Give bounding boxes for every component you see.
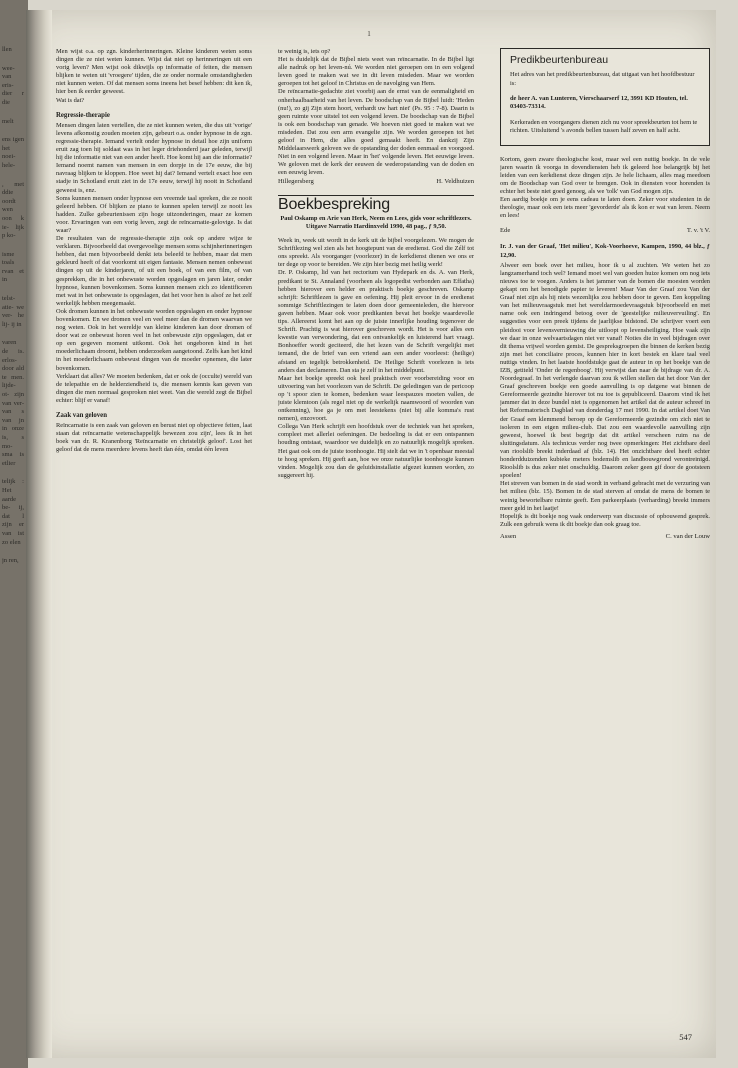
closing-author: C. van der Louw [665, 532, 710, 540]
sliver-line: ens igen het noei- hele- [2, 136, 24, 169]
binding-gutter [26, 10, 52, 1058]
column-one [56, 48, 252, 1010]
paragraph: Hopelijk is dit boekje nog vaak onderwerp van discussie of opbouwend gesprek. Zulk een gebruik wens ik dit boekje dan ook graag toe. [500, 512, 710, 528]
sliver-line: varen de is. erlos- door ald te men. lijde- ot- zijn van ver- van s van jn in onze is, s mo- sma is etlier [2, 339, 24, 467]
sliver-line: jn ren, [2, 557, 19, 565]
byline-place: Hillegersberg [278, 177, 314, 185]
paragraph: Collega Van Herk schrijft een hoofdstuk over de techniek van het spreken, compleet met allerlei oefeningen. De bedoeling is dat er een ontspannen houding ontstaat, waardoor we duidelijk en zo natuurlijk mogelijk spreken. Het gaat ook om de juiste toonhoogte. Hij stelt dat we in 't openbaar meestal te hoog spreken. Hij geeft aan, hoe we onze natuurlijke toonhoogte kunnen vinden. Mogelijk zou dan de geluidsinstallatie afgezet kunnen worden, zo suggereert hij. [278, 423, 474, 479]
paragraph: Maar het boekje spreekt ook heel praktisch over voorbereiding voor en uitvoering van het voorlezen van de Schrift. De geledingen van de pericoop op 't spoor zien te komen, bedenken waar leespauzes moeten vallen, de juiste klemtoon (als regel niet op de werkelijk naamwoord of woorden van ontkenning), hoe ga je om met leestekens (niet bij alle komma's rust nemen), enzovoort. [278, 374, 474, 423]
paragraph: Reïncarnatie is een zaak van geloven en berust niet op objectieve feiten, laat staan dat reïncarnatie wetenschappelijk bewezen zou zijn', lees ik in het boek van dr. R. Kranenborg 'Reïncarnatie en christelijk geloof'. Lost het geloof dat de mens meerdere levens heeft dan één, omdat één leven [56, 422, 252, 454]
sliver-line: telijk : Het aarde be- ij, dat l zijn er van ist zo elen [2, 478, 24, 546]
advert-intro: Het adres van het predikbeurtenbureau, dat uitgaat van het hoofdbestuur is: [510, 71, 695, 87]
column-three [500, 48, 710, 1010]
sliver-line: wee- van eris- dier r die [2, 64, 24, 106]
paragraph: Soms kunnen mensen onder hypnose een vreemde taal spreken, die ze nooit geleerd hebben. Of blijken ze piano te kunnen spelen terwijl ze nooit les hadden. Zulke gebeurtenissen zijn hoge uitzonderingen, maar ze komen voor. Ervaringen van een vorig leven, zegt de reïncarnatie-gelovige. Is dat waar? [56, 194, 252, 234]
sliver-line: llen [2, 46, 12, 53]
book-reference-second: Ir. J. van der Graaf, 'Het milieu', Kok-Voorhoeve, Kampen, 1990, 44 blz., ƒ 12,90. [500, 243, 710, 259]
paragraph: Het streven van bomen in de stad wordt in verband gebracht met de verzuring van het milieu (blz. 15). Bomen in de stad sterven af omdat de mens de bomen te weinig bewortelbare ruimte geeft. Een parkeerplaats (verharding) breekt immers meer geld in het laatje! [500, 480, 710, 512]
sliver-line: melt [2, 117, 14, 125]
advert-title: Predikbeurtenbureau [510, 54, 609, 66]
paragraph: Kortom, geen zware theologische kost, maar wel een nuttig boekje. In de vele jaren waarin ik voorga in dovendiensten heb ik geleerd hoe belangrijk bij het leiden van een kerkdienst deze dingen zijn. Je hele lichaam, alles mag meedoen om de Boodschap van God over te brengen. Ook in diensten voor horenden is echter het beste niet goed genoeg, als we 'tolk' van God mogen zijn. [500, 155, 710, 195]
paragraph: Mensen dingen laten vertellen, die ze niet kunnen weten, die dus uit 'vorige' levens afkomstig zouden moeten zijn, gebeurt o.a. onder hypnose in de zgn. regressie-therapie. Iemand vertelt onder hypnose in detail hoe zijn uniform eruit zag toen hij soldaat was in het leger driehonderd jaar geleden, terwijl hij die informatie niet van een ander heeft. Hoe komt hij aan die informatie? Iemand noemt namen van mensen in een dorpje in de 17e eeuw, die bij navraag blijken te kloppen. Hoe weet hij dat? Iemand vertelt exact hoe een stadje in Schotland eruit ziet in de 17e eeuw, terwijl hij nooit in Schotland geweest is, enz. [56, 121, 252, 194]
advert-predikbeurtenbureau [500, 48, 710, 146]
section-title-boekbespreking: Boekbespreking [278, 195, 390, 213]
paragraph: Men wijst o.a. op zgn. kinderherinneringen. Kleine kinderen weten soms dingen die ze niet weten kunnen. Wijst dat niet op herinneringen uit een vorig leven? Men wijst ook dikwijls op informatie of feiten, die mensen blijken te weten uit 'vroegere' tijden, die ze onder normale omstandigheden niet kunnen weten. Of dat mensen soms ineens het besef hebben: dit ken ik, hier ben ik eerder geweest. [56, 48, 252, 96]
sliver-line: isme toals rvan et in [2, 250, 24, 284]
article-byline [278, 178, 474, 186]
paragraph: Verklaart dat alles? We moeten bedenken, dat er ook de (occulte) wereld van de telepathie en de helderziendheid is, die mensen kennis kan geven van dingen die men normaal gesproken niet weet. Van die wereld zegt de Bijbel echter: blijf er vanaf! [56, 372, 252, 404]
sliver-line: telst- atie- we ver- he lij- ij in [2, 295, 24, 328]
folio-top: 1 [367, 30, 371, 38]
byline-author: H. Veldhuizen [436, 177, 474, 185]
signature-initials: T. v. 't V. [686, 227, 710, 235]
closing-place: Assen [500, 532, 517, 540]
column-two [278, 48, 474, 1010]
paragraph: te weinig is, iets op? [278, 48, 331, 55]
paragraph: Week in, week uit wordt in de kerk uit de bijbel voorgelezen. We mogen de Schriftlezing wel zien als het hoogtepunt van de eredienst. God die Zélf tot ons spreekt. Als voorganger (voorlezer) in de kerkdienst dienen we ons er ter dege op voor te bereiden. We zijn hier bezig met heilig werk! [278, 237, 474, 269]
text-columns [56, 48, 710, 1020]
paragraph: Alweer een boek over het milieu, hoor ik u al zuchten. We weten het zo langzamerhand toch wel? Iemand moet wel van goeden huize komen om nog iets nieuws toe te voegen. Anders is het jammer van de bomen die moesten worden gekapt om het benodigde papier te leveren! Maar Van der Graaf zou Van der Graaf niet zijn als hij niets wezenlijks zou hebben door te geven. Een koppeling van het milieuvraagstuk met het wereldarmoedevraagstuk bijvoorbeeld en met name ook een indringend betoog over de 'geestelijke milieuvervuiling'. En suggesties voor een preek tijdens de jaarlijkse bidstond. De schrijver voert een pleidooi voor levensvernieuwing die uitloopt op levensheiliging. Hoe vaak zijn we daar in onze welvaartsdagen niet ver vanaf! Noties die in veel bijdragen over dit thema vrijwel worden gemist. De gespreksgroepen die binnen de kerken bezig zijn met het conciliaire proces, kunnen hier in kort bestek en klare taal veel nuttigs vinden. In het laatste hoofdstukje gaat de auteur in op het boekje van de IZB, getiteld 'Onder de regenboog'. Hij verwijst dan naar de bijdrage van dr. A. Noordegraaf. In het verlengde daarvan zou ik willen stellen dat het door Van der Graaf geschreven boekje een goede aanvulling is op datgene wat binnen de Gereformeerde gezindte hierover tot nu toe is gepubliceerd. Daarom vind ik het jammer dat in deze bundel niet is opgenomen het artikel dat de auteur schreef in het Reformatorisch Dagblad van donderdag 17 mei 1990. In dat artikel doet Van der Graaf een klemmend beroep op de Gereformeerde gezindte om zich niet te isoleren in een eigen milieu-club. Dat zou een waardevolle aanvulling zijn geweest, hoewel ik best begrijp dat dit artikel verscheen ruim na de sluitingsdatum. Als technicus verder nog twee opmerkingen: Het zichtbare deel van rioolslib breekt inderdaad af (blz. 14). Het onzichtbare deel heeft echter honderdduizenden kubieke meters bodemslib en landbouwgrond verontreinigd. Rioolslib is dus zeker niet onschuldig. Daarom zeker geen gif door de gootsteen spoelen! [500, 261, 710, 480]
paragraph: De reïncarnatie-gedachte ziet voorbij aan de ernst van de eenmaligheid en onherhaalbaarheid van het leven. De boodschap van de Bijbel luidt: 'Heden (nu!), zo gij Zijn stem hoort, verhardt uw hart niet' (Ps. 95 : 7-8). Daarin is geen ruimte voor uitstel tot een volgend leven. De boodschap van de Bijbel is ook een boodschap van genade. We hoeven niet goed te maken wat we misdeden. Dat zou een arm evangelie zijn. We worden geroepen tot het geloof in Hem, die alles goed gemaakt heeft. En dankzij Zijn Middelaarswerk geloven we de opstanding der doden eenmaal en voorgoed. Niet in een volgend leven. Maar in 'het' volgende leven. Het eeuwige leven. We geloven met de kerk der eeuwen de wederopstanding van de doden en een eeuwig leven. [278, 88, 474, 177]
paragraph: Wat is dat? [56, 96, 85, 104]
signature-place: Ede [500, 227, 511, 235]
neighbour-page-sliver [2, 46, 24, 986]
subheading-zaak-van-geloven: Zaak van geloven [56, 412, 107, 420]
book-reference: Paul Oskamp en Arie van Herk, Neem en Lees, gids voor schriftlezers. Uitgave Narratio Hardinxveld 1990, 48 pag., ƒ 9,50. [280, 214, 472, 230]
paragraph: Ook dromen kunnen in het onbewuste worden opgeslagen en onder hypnose bovenkomen. En we dromen veel en veel meer dan de dromen waarvan we nog weten. Ook in het wereldje van kleine kinderen kan door dromen of door wat ze onbewust horen veel in het onbewuste zijn opgeslagen, dat er op een gegeven moment uitkomt. Ook het ongeboren kind in het moederlichaam droomt, hebben onderzoeken aangetoond. Zelfs kan het kind in het moederlichaam onbewust dingen van de moeder opnemen, die later bovenkomen. [56, 307, 252, 372]
sliver-line: , met ddie oordt wen oon k ie- lijk p ko- [2, 180, 24, 240]
folio-bottom: 547 [679, 1032, 692, 1042]
review-closing-signature [500, 533, 710, 541]
paragraph: De resultaten van de regressie-therapie zijn ook op andere wijze te verklaren. Bijvoorbeeld dat overgevoelige mensen soms schijnherinneringen hebben, dat men bijvoorbeeld denkt iets beleefd te hebben, maar dat men gekleurd heeft of dat voorkomt uit eigen fantasie. Mensen nemen onbewust dingen op uit de kinderjaren, of uit een boek, of van een film, of van gesprekken, die in het onbewuste worden opgeslagen en jaren later, onder hypnose, kunnen bovenkomen. Soms kunnen mensen zich zo identificeren met wat in het onbewuste is opgeslagen, dat het voor hen is alsof ze het zelf werkelijk hebben meegemaakt. [56, 235, 252, 307]
advert-address: de heer A. van Lunteren, Vierschaarserf 12, 3991 KD Houten, tel. 03403-73314. [510, 94, 688, 111]
review-signature [500, 227, 710, 235]
advert-body: Kerkeraden en voorgangers dienen zich nu voor spreekbeurten tot hem te richten. Uitsluitend 's avonds bellen tussen half zeven en half acht. [510, 118, 698, 135]
paragraph: Een aardig boekje om je eens cadeau te laten doen. Zeker voor studenten in de theologie, maar ook een iets meer 'gevorderde' als ik kon er wat van leren. Neem en lees! [500, 196, 710, 220]
paragraph: Dr. P. Oskamp, lid van het rectorium van Hydepark en ds. A. van Herk, predikant te St. Annaland (voorheen als logopedist verbonden aan Effatha) hebben hierover een helder en praktisch boekje geschreven. Oskamp schrijft: Schriftlezen is gave en oefening. Hij pleit ervoor in de eredienst sommige Schriftlezingen te laten doen door gemeenteleden, die hiervoor gaven hebben. Maar ook voor predikanten bevat het boekje waardevolle tips. Allereerst komt het aan op de juiste innerlijke houding tegenover de Schrift. Prachtig is wat hierover geschreven wordt. Het is voor alles een kwestie van verwondering, dat een ontvankelijk en luisterend hart vraagt. Bonhoeffer wordt geciteerd, die het lezen van de Schrift vergelijkt met iemand, die de brief van een vriend aan een ander voorleest: (heilige) afstand en tegelijk betrokkenheid. De Heilige Schrift voorlezen is iets anders dan declameren. Dan sta je zelf in het middelpunt. [278, 269, 474, 374]
subheading-regressie-therapie: Regressie-therapie [56, 111, 110, 119]
paragraph: Het is duidelijk dat de Bijbel niets weet van reïncarnatie. In de Bijbel ligt alle nadruk op het leven-nú. We worden niet geroepen om in een volgend leven goed te maken wat we in dit leven misdeden. Maar we worden geroepen tot het geloof in Christus en de navolging van Hem. [278, 56, 474, 88]
